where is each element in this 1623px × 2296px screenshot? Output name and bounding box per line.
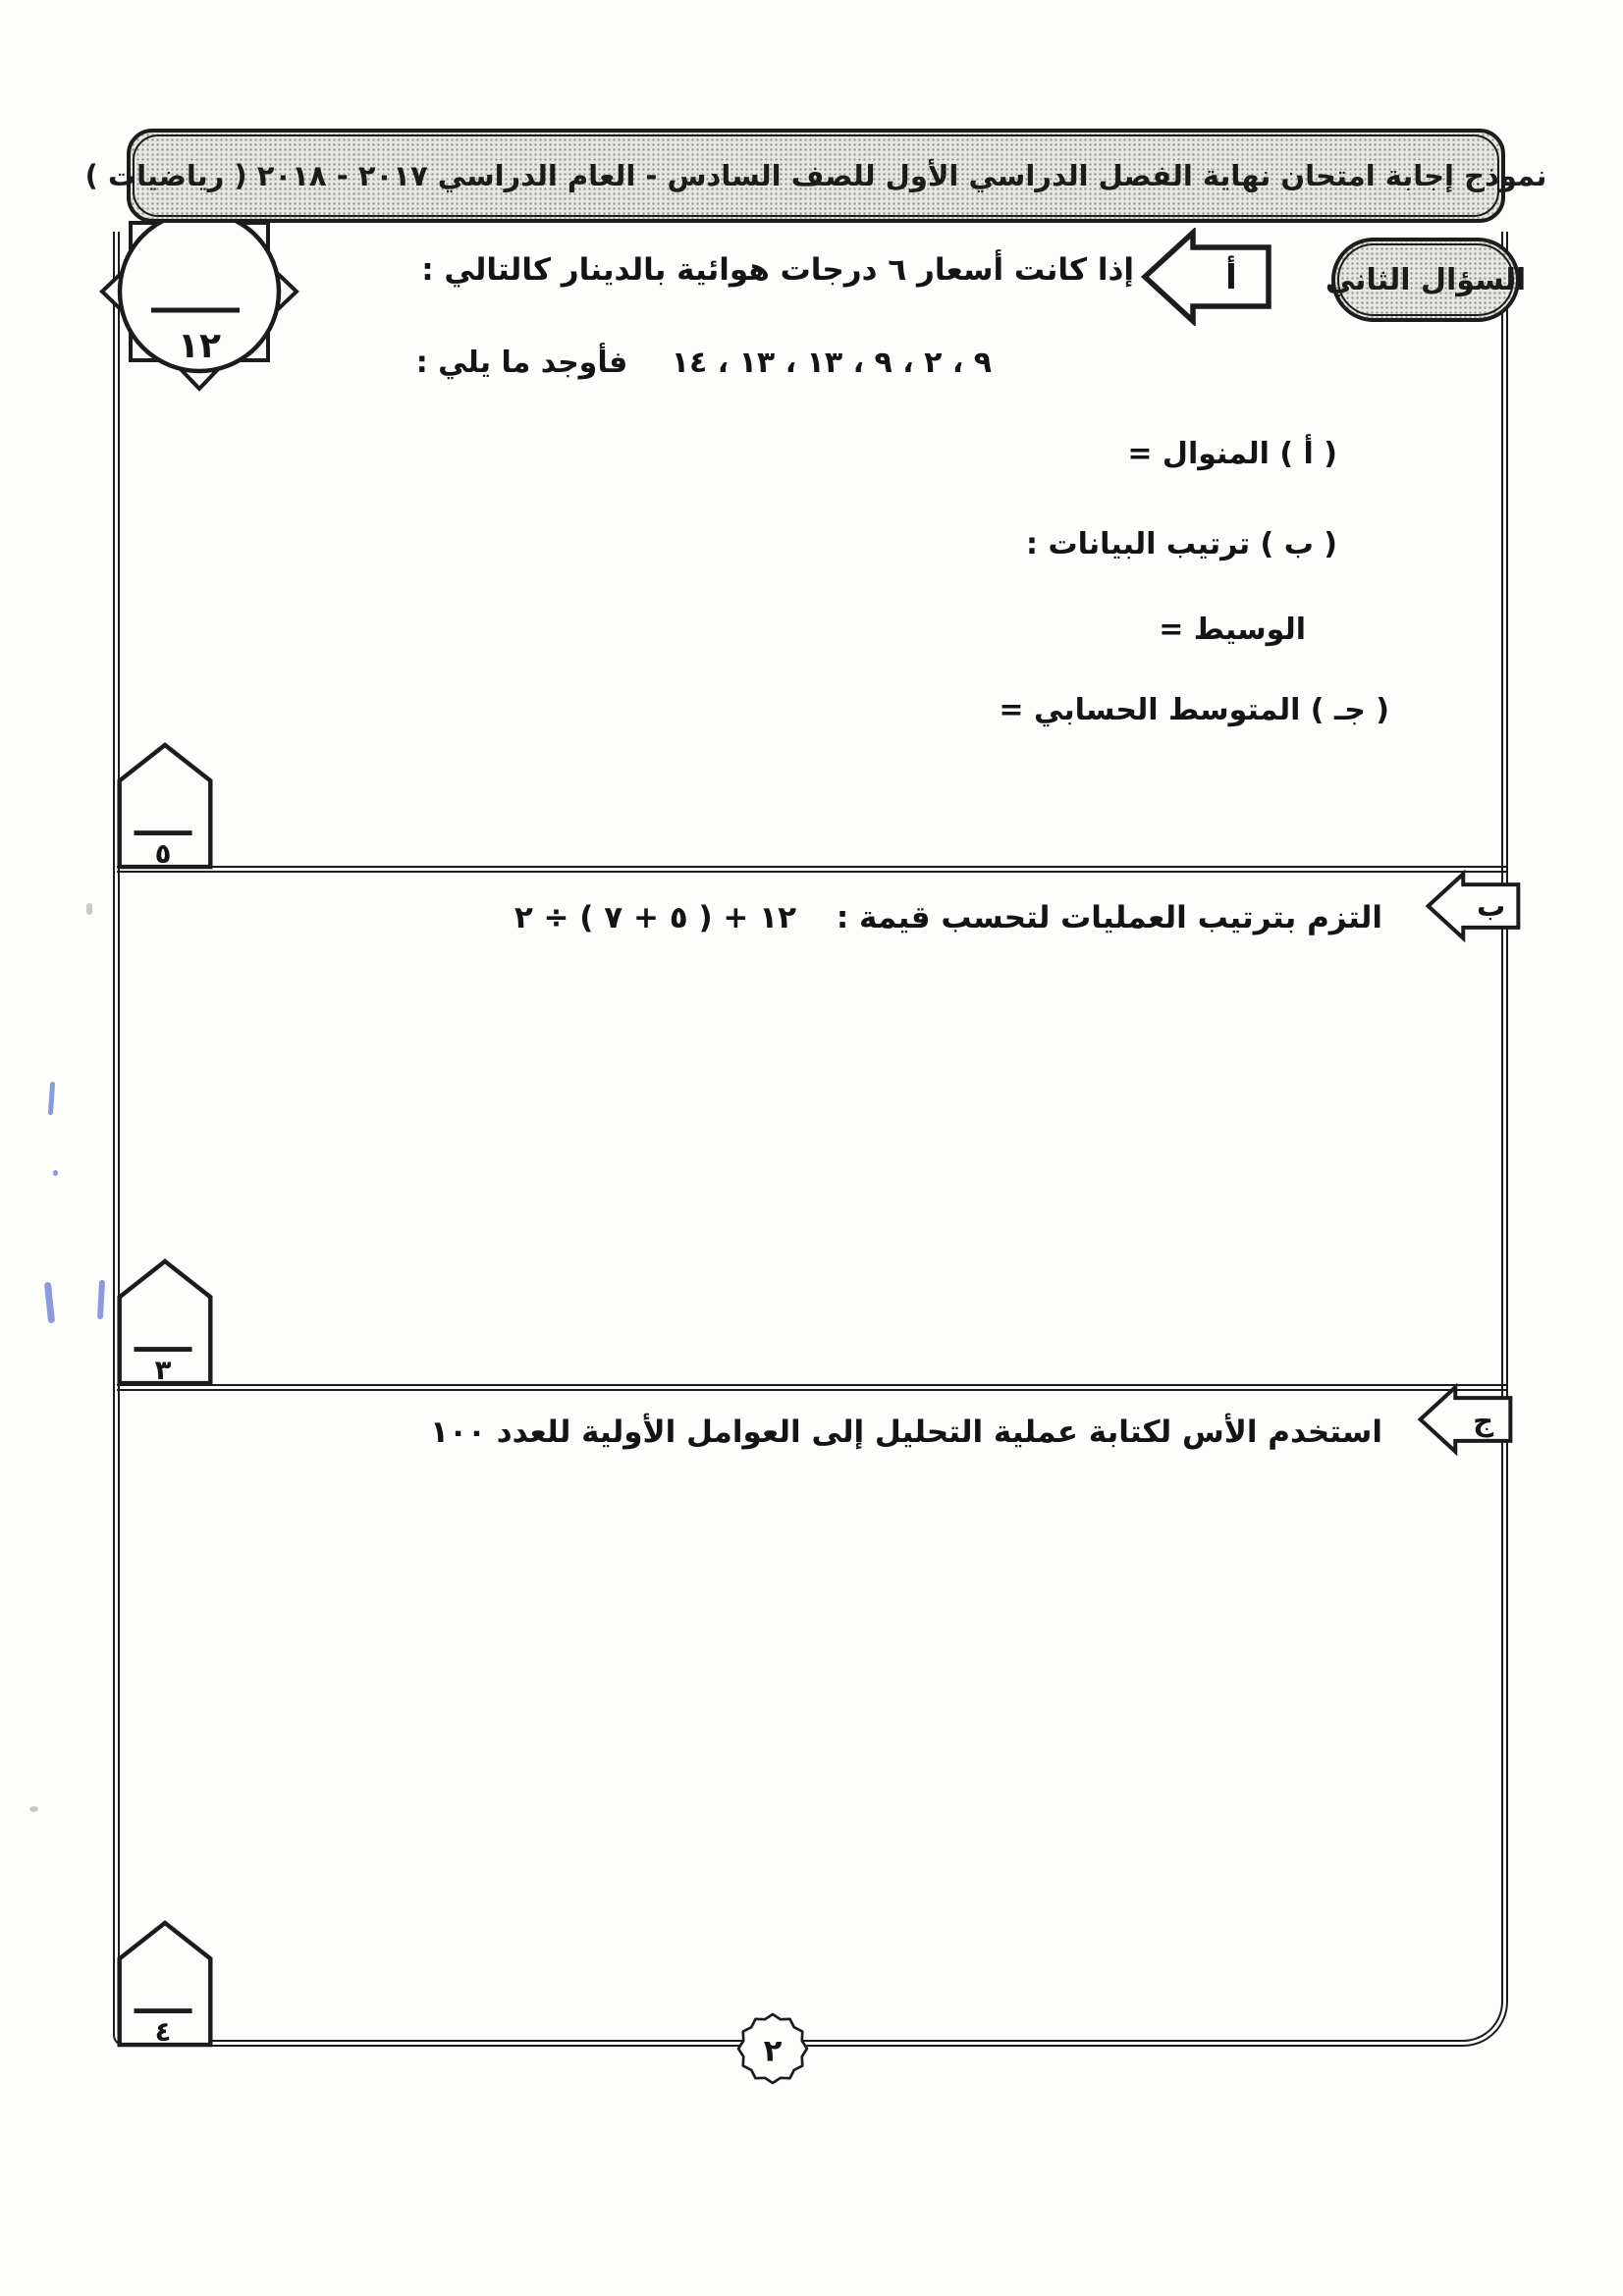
- part-b-arrow-icon: [1422, 866, 1522, 946]
- part-a-item-order-data: ( ب ) ترتيب البيانات :: [1026, 527, 1337, 561]
- part-a-data-line: [416, 345, 992, 382]
- total-marks-value: ١٢: [178, 326, 221, 366]
- exam-title: نموذج إجابة امتحان نهاية الفصل الدراسي الأول للصف السادس - العام الدراسي ٢٠١٧ - ٢٠١٨ ( رياضيات ): [84, 159, 1547, 192]
- part-b-marks-badge: [116, 1256, 214, 1386]
- pen-mark: [48, 1082, 55, 1115]
- part-c-arrow-icon: [1414, 1378, 1514, 1461]
- part-a-item-mode: ( أ ) المنوال =: [1127, 437, 1337, 471]
- part-a-letter: أ: [1225, 258, 1237, 297]
- pen-mark: [53, 1170, 58, 1176]
- part-c-letter: ج: [1473, 1404, 1494, 1438]
- part-a-find-label: فأوجد ما يلي :: [415, 346, 628, 380]
- page-number-value: ٢: [763, 2033, 783, 2069]
- pen-mark: [44, 1282, 55, 1324]
- part-a-arrow-icon: [1135, 228, 1274, 326]
- part-b-marks-value: ٣: [154, 1354, 172, 1386]
- content-frame: [113, 232, 1508, 2047]
- question-title-pill: [1325, 238, 1527, 322]
- pen-mark: [97, 1280, 105, 1319]
- section-divider-a-b: [117, 866, 1506, 873]
- question-label: السؤال الثاني: [1325, 262, 1527, 297]
- part-a-marks-value: ٥: [154, 837, 172, 870]
- scan-speck: [86, 903, 92, 915]
- part-b-prompt-line: [514, 899, 1382, 937]
- part-a-marks-badge: [116, 740, 214, 870]
- part-a-item-mean: ( جـ ) المتوسط الحسابي =: [999, 693, 1389, 727]
- header-banner: [84, 129, 1547, 223]
- page-number-seal: [736, 2012, 809, 2085]
- part-b-expression: ١٢ + ( ٥ + ٧ ) ÷ ٢: [514, 900, 797, 935]
- part-a-intro-text: إذا كانت أسعار ٦ درجات هوائية بالدينار كالتالي :: [421, 252, 1134, 288]
- part-c-marks-badge: [116, 1918, 214, 2048]
- part-c-marks-value: ٤: [154, 2015, 172, 2048]
- scan-speck: [29, 1806, 38, 1812]
- part-a-item-median: الوسيط =: [1159, 613, 1306, 647]
- part-c-prompt: استخدم الأس لكتابة عملية التحليل إلى العوامل الأولية للعدد ١٠٠: [430, 1415, 1382, 1450]
- part-a-data-values: ٩ ، ٢ ، ٩ ، ١٣ ، ١٣ ، ١٤: [671, 346, 992, 380]
- section-divider-b-c: [117, 1384, 1506, 1391]
- part-b-letter: ب: [1477, 889, 1506, 924]
- part-b-prompt: التزم بترتيب العمليات لتحسب قيمة :: [836, 900, 1382, 935]
